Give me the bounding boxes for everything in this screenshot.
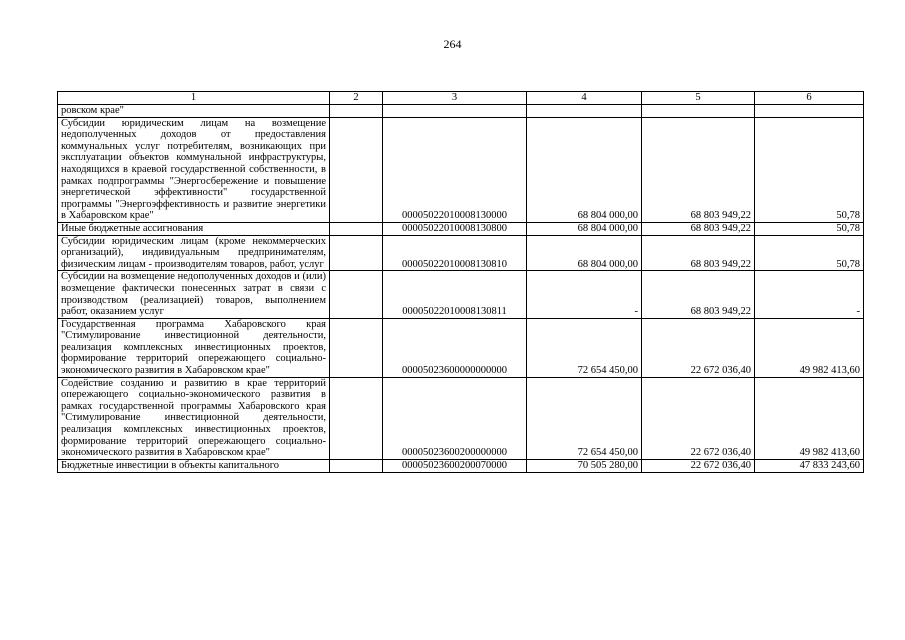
row-value-4: 72 654 450,00 [527, 377, 642, 459]
row-name-text: Бюджетные инвестиции в объекты капитального [61, 459, 280, 471]
row-value-5: 68 803 949,22 [642, 235, 755, 271]
row-name: Субсидии юридическим лицам (кроме некоммерческих организаций), индивидуальным предпринимателям, физическим лицам - производителям товаров, работ, услуг [58, 235, 330, 271]
table-row [58, 235, 864, 271]
row-col2 [330, 459, 383, 472]
row-value-4: 68 804 000,00 [527, 235, 642, 271]
row-name: Субсидии юридическим лицам на возмещение недополученных доходов от предоставления коммунальных услуг потребителям, возникающих при эксплуатации объектов коммунальной инфраструктуры, находящихся в краевой государственной собственности, в рамках подпрограммы "Энергосбережение и повышение энергетической эффективности" государственной программы "Энергоэффективность и развитие энергетики в Хабаровском крае" [58, 117, 330, 222]
row-value-4: 72 654 450,00 [527, 318, 642, 377]
row-name: ровском крае" [58, 105, 330, 118]
column-header: 4 [527, 92, 642, 105]
row-name: Субсидии на возмещение недополученных доходов и (или) возмещение фактически понесенных затрат в связи с производством (реализацией) товаров, выполнением работ, оказанием услуг [58, 271, 330, 318]
row-value-4: 68 804 000,00 [527, 117, 642, 222]
column-header: 3 [383, 92, 527, 105]
row-name: Государственная программа Хабаровского края "Стимулирование инвестиционной деятельности, реализация комплексных инвестиционных проектов, формирование территорий опережающего социально-экономического развития в Хабаровском крае" [58, 318, 330, 377]
row-name: Иные бюджетные ассигнования [58, 222, 330, 235]
row-value-4: 68 804 000,00 [527, 222, 642, 235]
row-code: 00005022010008130800 [383, 222, 527, 235]
table-row [58, 117, 864, 222]
row-code: 00005022010008130000 [383, 117, 527, 222]
column-header: 2 [330, 92, 383, 105]
row-code: 00005022010008130810 [383, 235, 527, 271]
page-number: 264 [443, 37, 462, 51]
row-col2 [330, 377, 383, 459]
row-value-6: - [755, 271, 864, 318]
row-value-5: 68 803 949,22 [642, 271, 755, 318]
table-header-row [58, 92, 864, 105]
column-header: 1 [58, 92, 330, 105]
row-col2 [330, 318, 383, 377]
row-value-6 [755, 105, 864, 118]
row-value-6: 50,78 [755, 222, 864, 235]
budget-table [57, 91, 864, 473]
table-row [58, 105, 864, 118]
column-header: 5 [642, 92, 755, 105]
row-value-5 [642, 105, 755, 118]
row-code [383, 105, 527, 118]
row-value-4 [527, 105, 642, 118]
row-value-6: 47 833 243,60 [755, 459, 864, 472]
table-row [58, 271, 864, 318]
table-row [58, 459, 864, 472]
table-row [58, 222, 864, 235]
table-row [58, 377, 864, 459]
row-name: Содействие созданию и развитию в крае территорий опережающего социально-экономического развития в рамках государственной программы Хабаровского края "Стимулирование инвестиционной деятельности, реализация комплексных инвестиционных проектов, формирование территорий опережающего социально-экономического развития в Хабаровском крае" [58, 377, 330, 459]
row-value-5: 22 672 036,40 [642, 377, 755, 459]
row-value-6: 49 982 413,60 [755, 377, 864, 459]
row-col2 [330, 222, 383, 235]
row-value-6: 49 982 413,60 [755, 318, 864, 377]
row-value-5: 22 672 036,40 [642, 459, 755, 472]
column-header: 6 [755, 92, 864, 105]
row-value-5: 68 803 949,22 [642, 222, 755, 235]
row-name [58, 459, 330, 472]
row-col2 [330, 105, 383, 118]
row-value-4: 70 505 280,00 [527, 459, 642, 472]
row-value-5: 68 803 949,22 [642, 117, 755, 222]
row-code: 00005023600200000000 [383, 377, 527, 459]
table-row [58, 318, 864, 377]
row-col2 [330, 235, 383, 271]
row-code: 00005022010008130811 [383, 271, 527, 318]
row-value-6: 50,78 [755, 235, 864, 271]
row-code: 00005023600200070000 [383, 459, 527, 472]
row-value-5: 22 672 036,40 [642, 318, 755, 377]
row-code: 00005023600000000000 [383, 318, 527, 377]
row-col2 [330, 271, 383, 318]
row-value-6: 50,78 [755, 117, 864, 222]
row-col2 [330, 117, 383, 222]
row-value-4: - [527, 271, 642, 318]
